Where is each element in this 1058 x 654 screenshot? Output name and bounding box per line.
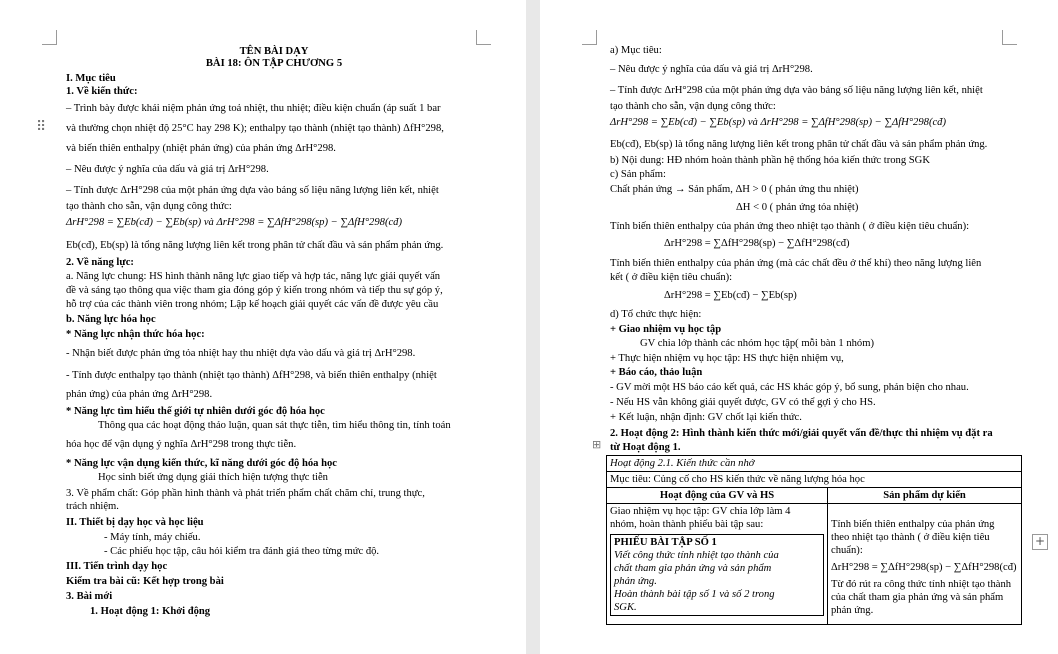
text-line: và biến thiên enthalpy (nhiệt phản ứng) của phản ứng ΔrH°298.	[66, 143, 336, 154]
lesson-subtitle: BÀI 18: ÔN TẬP CHƯƠNG 5	[205, 58, 343, 69]
expected-product-cell	[828, 504, 1022, 625]
text-line: b) Nội dung: HĐ nhóm hoàn thành phần hệ thống hóa kiến thức trong SGK	[610, 155, 930, 166]
text-line: và thường chọn nhiệt độ 25°C hay 298 K); enthalpy tạo thành (nhiệt tạo thành) ΔfH°298,	[66, 123, 444, 134]
cell-line: của chất tham gia phản ứng và sản phẩm	[831, 592, 1004, 603]
page-corner-mark	[42, 30, 57, 45]
text-line: đề và sáng tạo thông qua việc tham gia đóng góp ý kiến trong nhóm và tiếp thu sự góp ý,	[66, 285, 443, 296]
heading: + Giao nhiệm vụ học tập	[610, 324, 722, 335]
text-line: - Nếu HS vẫn không giải quyết được, GV có thể gợi ý cho HS.	[610, 397, 876, 408]
text-line: + Kết luận, nhận định: GV chốt lại kiến thức.	[610, 412, 802, 423]
add-row-plus-icon[interactable]: +	[1032, 534, 1048, 550]
activity-table	[606, 455, 1022, 625]
worksheet-line: phản ứng.	[614, 576, 657, 587]
text-line: kết ( ở điều kiện tiêu chuẩn):	[610, 272, 733, 283]
text-line: phản ứng) của phản ứng ΔrH°298.	[66, 389, 213, 400]
worksheet-line: Hoàn thành bài tập số 1 và số 2 trong	[614, 589, 775, 600]
heading: II. Thiết bị dạy học và học liệu	[66, 517, 204, 528]
text-line: – Nêu được ý nghĩa của dấu và giá trị ΔrH°298.	[610, 64, 813, 75]
column-header: Sản phẩm dự kiến	[828, 488, 1022, 504]
text-line: d) Tổ chức thực hiện:	[610, 309, 702, 320]
table-move-handle-icon[interactable]: ⊞	[592, 438, 602, 451]
text-line: Eb(cđ), Eb(sp) là tổng năng lượng liên kết trong phân tử chất đầu và sản phẩm phản ứng.	[66, 240, 444, 251]
text-line: - Nhận biết được phản ứng tỏa nhiệt hay thu nhiệt dựa vào dấu và giá trị ΔrH°298.	[66, 348, 416, 359]
heading: từ Hoạt động 1.	[610, 442, 681, 453]
worksheet-line: chất tham gia phản ứng và sản phẩm	[614, 563, 772, 574]
formula: ΔrH°298 = ∑ΔfH°298(sp) − ∑ΔfH°298(cđ)	[664, 238, 850, 249]
text-line: trách nhiệm.	[66, 501, 119, 512]
cell-formula: ΔrH°298 = ∑ΔfH°298(sp) − ∑ΔfH°298(cđ)	[831, 562, 1017, 573]
text-line: c) Sản phẩm:	[610, 169, 666, 180]
heading: * Năng lực tìm hiểu thế giới tự nhiên dưới góc độ hóa học	[66, 406, 325, 417]
page-corner-mark	[476, 30, 491, 45]
teacher-student-cell	[607, 504, 828, 625]
cell-line: Giao nhiệm vụ học tập: GV chia lớp làm 4	[610, 506, 791, 517]
drag-handle-icon[interactable]: ⠿	[36, 119, 47, 135]
text-line: - Máy tính, máy chiếu.	[104, 532, 201, 543]
text-line: a. Năng lực chung: HS hình thành năng lực giao tiếp và hợp tác, năng lực giải quyết vấn	[66, 271, 441, 282]
text-line: Tính biến thiên enthalpy của phản ứng (mà các chất đều ở thể khí) theo năng lượng liên	[610, 258, 982, 269]
text-line: Eb(cđ), Eb(sp) là tổng năng lượng liên kết trong phân tử chất đầu và sản phẩm phản ứng.	[610, 139, 988, 150]
heading: III. Tiến trình dạy học	[66, 561, 168, 572]
page-corner-mark	[582, 30, 597, 45]
heading: 3. Bài mới	[66, 591, 113, 602]
heading: 1. Hoạt động 1: Khởi động	[90, 606, 211, 617]
document-page-left	[0, 0, 526, 654]
text-line: hóa học để vận dụng ý nghĩa ΔrH°298 trong thực tiễn.	[66, 439, 297, 450]
formula: ΔrH°298 = ∑Eb(cđ) − ∑Eb(sp) và ΔrH°298 = ∑ΔfH°298(sp) − ∑ΔfH°298(cđ)	[66, 217, 402, 228]
text-line: - Tính được enthalpy tạo thành (nhiệt tạo thành) ΔfH°298, và biến thiên enthalpy (nhiệt	[66, 370, 437, 381]
worksheet-box	[610, 534, 824, 616]
heading: b. Năng lực hóa học	[66, 314, 156, 325]
cell-line: nhóm, hoàn thành phiếu bài tập sau:	[610, 519, 764, 530]
text-line: ΔH < 0 ( phản ứng tỏa nhiệt)	[736, 202, 859, 213]
table-caption: Hoạt động 2.1. Kiến thức cần nhớ	[607, 456, 1022, 472]
cell-line: Tính biến thiên enthalpy của phản ứng	[831, 519, 995, 530]
cell-line: phản ứng.	[831, 605, 874, 616]
page-corner-mark	[1002, 30, 1017, 45]
heading: 2. Hoạt động 2: Hình thành kiến thức mới/giải quyết vấn đề/thực thi nhiệm vụ đặt ra	[610, 428, 993, 439]
text-line: tạo thành cho sẵn, vận dụng công thức:	[66, 201, 232, 212]
text-line: – Tính được ΔrH°298 của một phản ứng dựa vào bảng số liệu năng lượng liên kết, nhiệt	[610, 85, 983, 96]
heading: * Năng lực vận dụng kiến thức, kĩ năng dưới góc độ hóa học	[66, 458, 338, 469]
heading: + Báo cáo, thảo luận	[610, 367, 703, 378]
formula: ΔrH°298 = ∑Eb(cđ) − ∑Eb(sp)	[664, 290, 797, 301]
text-line: – Nêu được ý nghĩa của dấu và giá trị ΔrH°298.	[66, 164, 269, 175]
text-line: a) Mục tiêu:	[610, 45, 662, 56]
text-line: 3. Về phẩm chất: Góp phần hình thành và phát triển phẩm chất chăm chỉ, trung thực,	[66, 488, 425, 499]
text-line: Chất phản ứng → Sản phẩm, ΔH > 0 ( phản ứng thu nhiệt)	[610, 184, 859, 195]
heading: * Năng lực nhận thức hóa học:	[66, 329, 205, 340]
text-line: Tính biến thiên enthalpy của phản ứng theo nhiệt tạo thành ( ở điều kiện tiêu chuẩn):	[610, 221, 970, 232]
text-line: tạo thành cho sẵn, vận dụng công thức:	[610, 101, 776, 112]
worksheet-title: PHIẾU BÀI TẬP SỐ 1	[614, 537, 717, 548]
heading: Kiểm tra bài cũ: Kết hợp trong bài	[66, 576, 224, 587]
heading: 1. Về kiến thức:	[66, 86, 138, 97]
document-page-right	[540, 0, 1058, 654]
text-line: GV chia lớp thành các nhóm học tập( mỗi bàn 1 nhóm)	[640, 338, 874, 349]
text-line: + Thực hiện nhiệm vụ học tập: HS thực hiện nhiệm vụ,	[610, 353, 844, 364]
column-header: Hoạt động của GV và HS	[607, 488, 828, 504]
text-line: Thông qua các hoạt động thảo luận, quan sát thực tiễn, tìm hiểu thông tin, tính toán	[98, 420, 451, 431]
heading: 2. Về năng lực:	[66, 257, 134, 268]
cell-line: Từ đó rút ra công thức tính nhiệt tạo thành	[831, 579, 1012, 590]
text-line: – Tính được ΔrH°298 của một phản ứng dựa vào bảng số liệu năng lượng liên kết, nhiệt	[66, 185, 439, 196]
text-line: – Trình bày được khái niệm phản ứng toả nhiệt, thu nhiệt; điều kiện chuẩn (áp suất 1 bar	[66, 103, 441, 114]
text-line: Học sinh biết ứng dụng giải thích hiện tượng thực tiễn	[98, 472, 328, 483]
lesson-title: TÊN BÀI DẠY	[239, 46, 309, 57]
worksheet-line: Viết công thức tính nhiệt tạo thành của	[614, 550, 779, 561]
worksheet-line: SGK.	[614, 602, 637, 613]
table-objective: Mục tiêu: Củng cố cho HS kiến thức về năng lượng hóa học	[607, 472, 1022, 488]
text-line: - Các phiếu học tập, câu hỏi kiểm tra đánh giá theo từng mức độ.	[104, 546, 380, 557]
text-line: hỗ trợ của các thành viên trong nhóm; Lập kế hoạch giải quyết các vấn đề được yêu cầu	[66, 299, 439, 310]
heading: I. Mục tiêu	[66, 73, 116, 84]
text-line: - GV mời một HS báo cáo kết quả, các HS khác góp ý, bổ sung, phản biện cho nhau.	[610, 382, 969, 393]
formula: ΔrH°298 = ∑Eb(cđ) − ∑Eb(sp) và ΔrH°298 = ∑ΔfH°298(sp) − ∑ΔfH°298(cđ)	[610, 117, 946, 128]
cell-line: theo nhiệt tạo thành ( ở điều kiện tiêu	[831, 532, 990, 543]
cell-line: chuẩn):	[831, 545, 863, 556]
